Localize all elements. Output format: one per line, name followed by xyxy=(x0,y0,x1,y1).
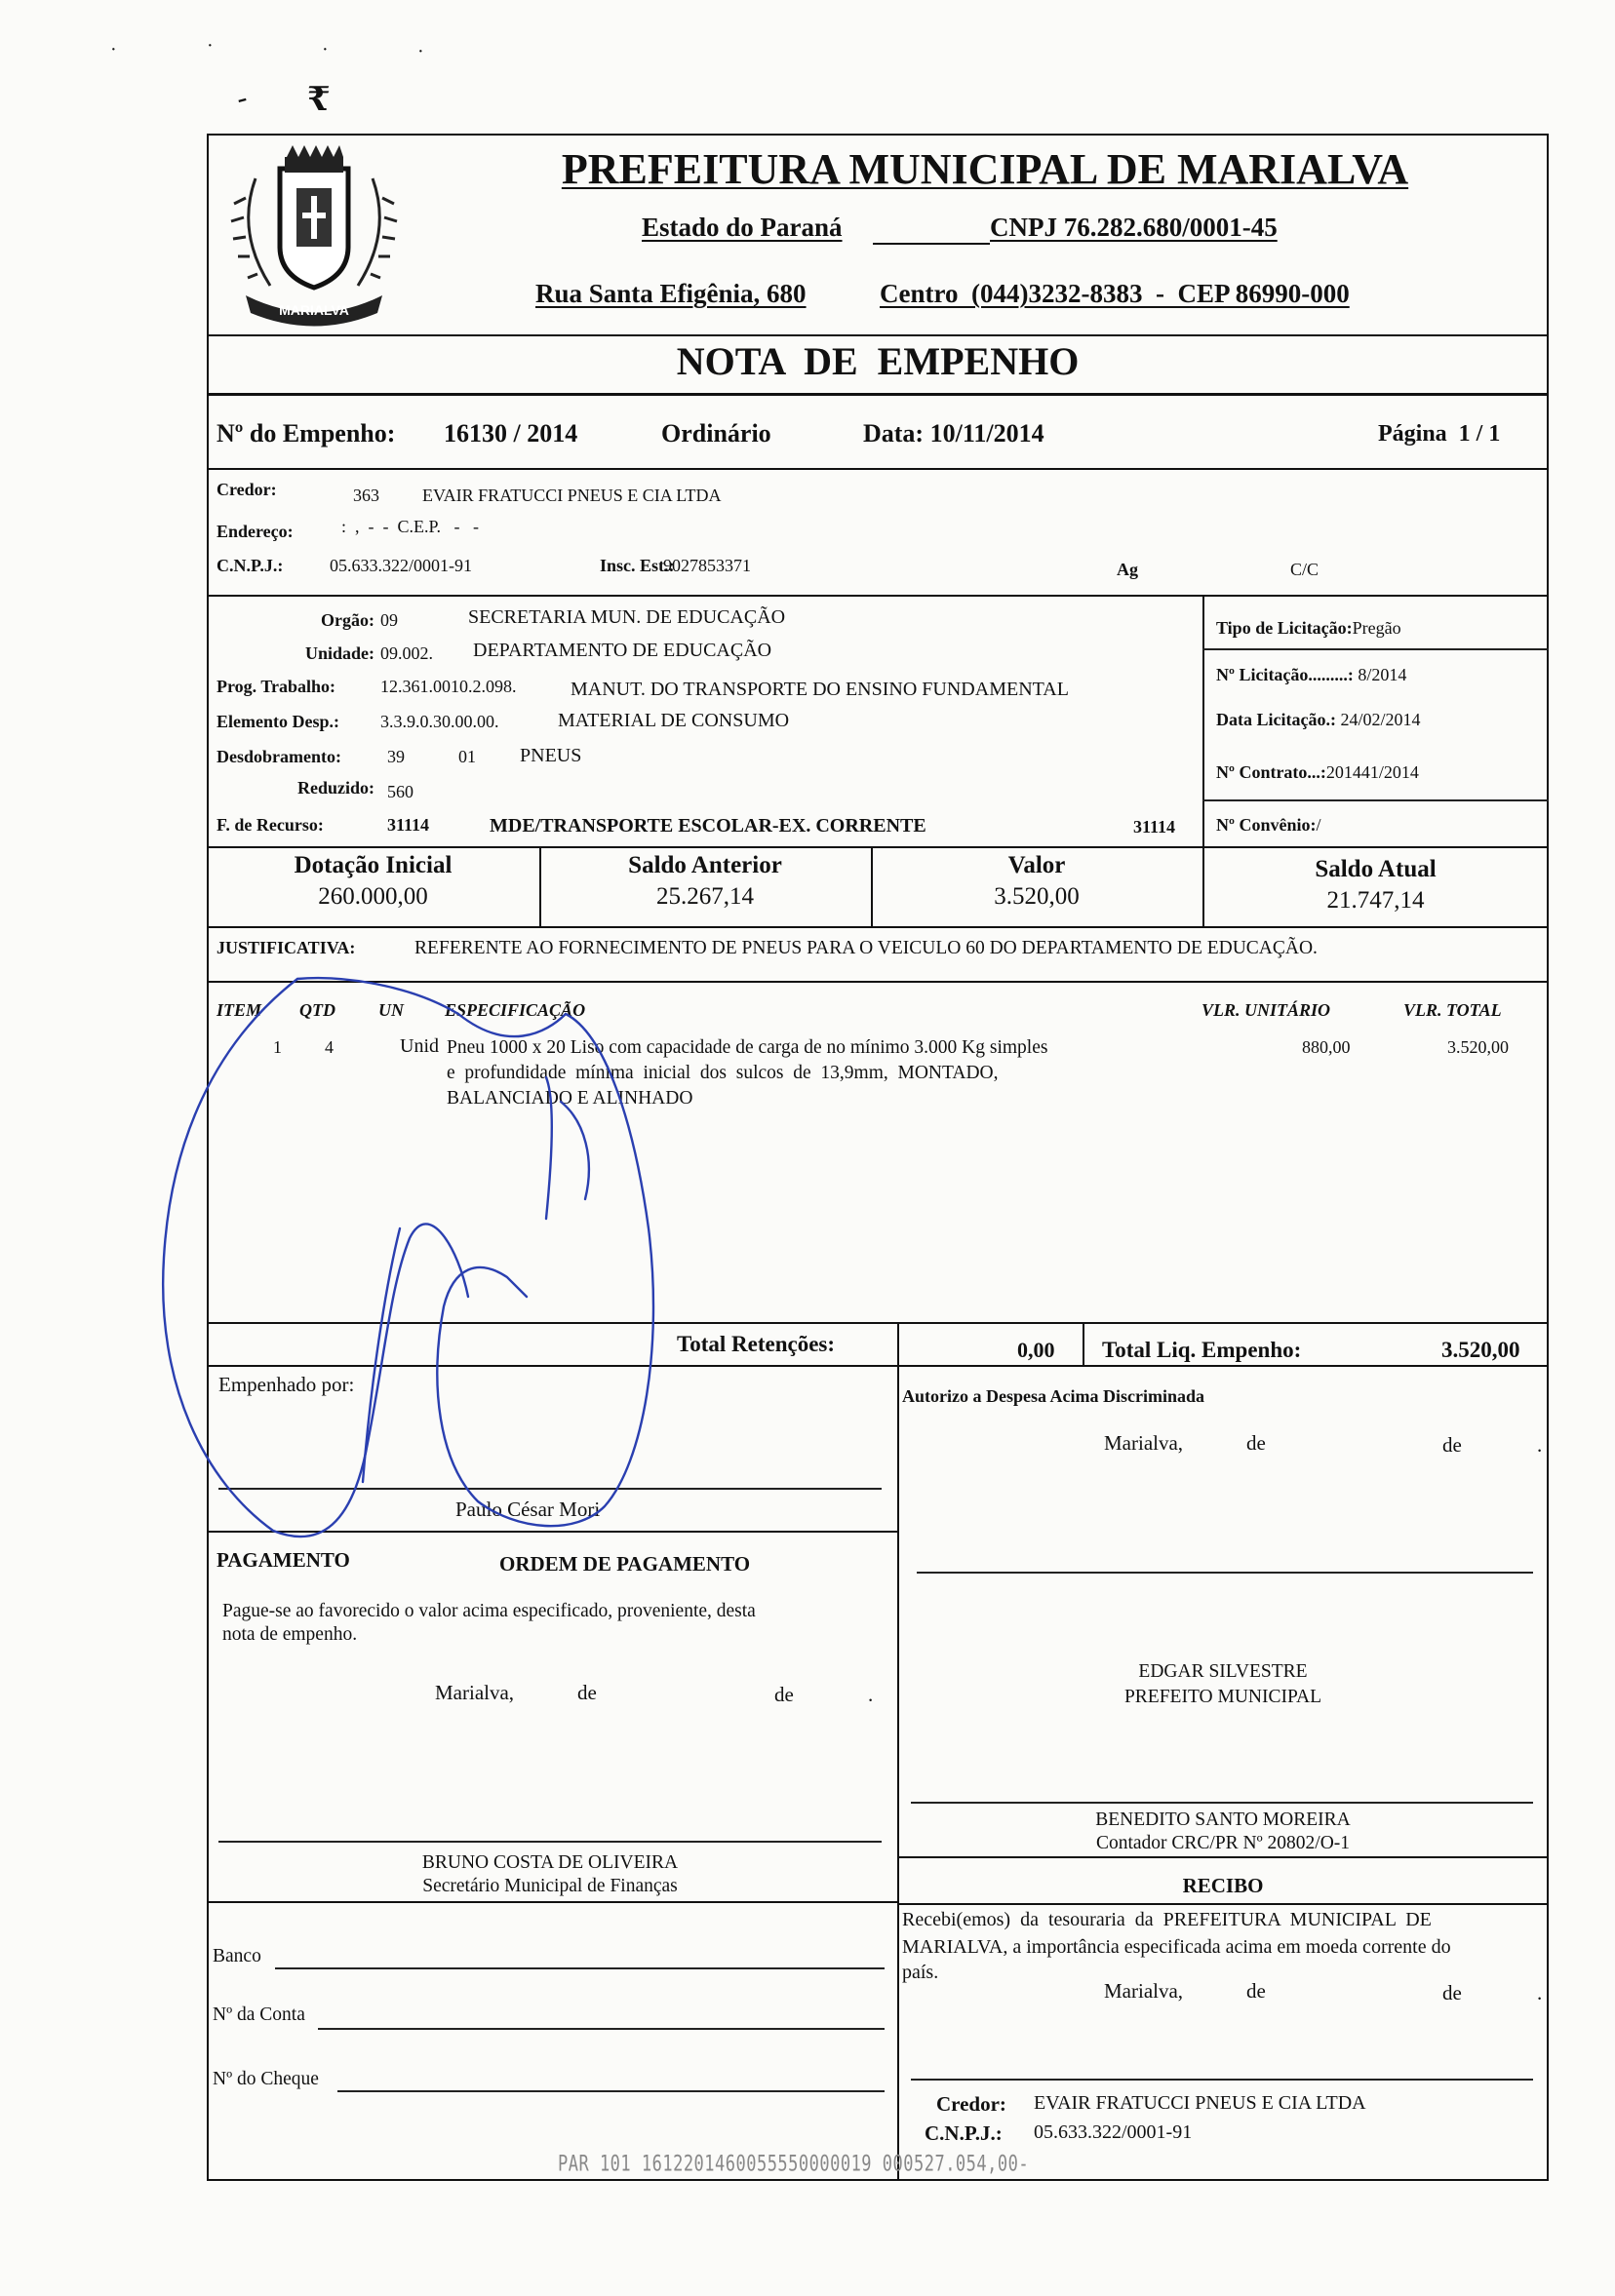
prog-code: 12.361.0010.2.098. xyxy=(380,677,517,696)
item-spec-line-1: Pneu 1000 x 20 Liso com capacidade de carga de no mínimo 3.000 Kg simples xyxy=(447,1037,1048,1058)
recibo-signature-line xyxy=(911,2079,1533,2081)
justificativa-label: JUSTIFICATIVA: xyxy=(217,938,356,957)
empenho-label: Nº do Empenho: xyxy=(217,419,396,448)
totals-divider xyxy=(207,926,1549,928)
item-spec-line-2: e profundidade mínima inicial dos sulcos de 13,9mm, MONTADO, xyxy=(447,1063,999,1083)
org-address: Rua Santa Efigênia, 680 xyxy=(535,279,807,308)
svg-text:MARIALVA: MARIALVA xyxy=(279,302,349,318)
state-underline xyxy=(873,243,990,245)
saldo-anterior-label: Saldo Anterior xyxy=(628,852,782,878)
justificativa-divider xyxy=(207,981,1549,983)
recibo-title: RECIBO xyxy=(1182,1874,1264,1897)
recibo-cnpj: 05.633.322/0001-91 xyxy=(1034,2121,1193,2143)
items-header-un: UN xyxy=(378,1000,404,1020)
convenio xyxy=(1216,815,1320,836)
total-liq-label: Total Liq. Empenho: xyxy=(1102,1338,1302,1362)
autorizo-signature-line xyxy=(917,1572,1533,1574)
recibo-line-2: MARIALVA, a importância especificada acima em moeda corrente do xyxy=(902,1936,1451,1958)
items-header-total: VLR. TOTAL xyxy=(1403,1000,1502,1020)
org-contact: Centro (044)3232-8383 - CEP 86990-000 xyxy=(880,279,1350,308)
retencoes-top xyxy=(207,1322,1549,1324)
contrato-label: Nº Contrato...: xyxy=(1216,762,1326,782)
autorizo-place: Marialva, xyxy=(1104,1431,1184,1455)
item-number: 1 xyxy=(273,1037,282,1057)
desdob-sub: 01 xyxy=(458,747,476,766)
item-unit-price: 880,00 xyxy=(1302,1037,1351,1057)
item-qtd: 4 xyxy=(325,1037,334,1057)
conta-label: Nº da Conta xyxy=(213,2004,305,2025)
recurso-code: 31114 xyxy=(387,815,430,835)
recibo-divider xyxy=(897,1903,1549,1905)
insc-label: Insc. Est.: xyxy=(600,556,675,575)
empenhado-bottom xyxy=(207,1531,897,1533)
bank-stamp: PAR 101 1612201460055550000019 000527.054,00- xyxy=(558,2152,1030,2177)
secretario-divider xyxy=(207,1901,897,1903)
elemento-name: MATERIAL DE CONSUMO xyxy=(558,710,790,731)
tipo-licitacao-label-text: Tipo de Licitação: xyxy=(1216,618,1353,638)
recurso-name: MDE/TRANSPORTE ESCOLAR-EX. CORRENTE xyxy=(490,815,926,837)
unidade-name: DEPARTAMENTO DE EDUCAÇÃO xyxy=(473,640,772,661)
prog-name: MANUT. DO TRANSPORTE DO ENSINO FUNDAMENTAL xyxy=(571,679,1069,700)
items-header-qtd: QTD xyxy=(299,1000,335,1020)
unidade-code: 09.002. xyxy=(380,643,433,663)
recibo-line-3: país. xyxy=(902,1962,939,1983)
licitacao-divider-2 xyxy=(1202,799,1549,801)
contador-role: Contador CRC/PR Nº 20802/O-1 xyxy=(1095,1833,1351,1853)
reduzido-value: 560 xyxy=(387,782,414,801)
contador-divider xyxy=(897,1856,1549,1858)
credor-code: 363 xyxy=(353,486,379,505)
data-licitacao-label: Data Licitação.: xyxy=(1216,710,1336,729)
recibo-credor: EVAIR FRATUCCI PNEUS E CIA LTDA xyxy=(1034,2092,1366,2114)
recibo-credor-label: Credor: xyxy=(936,2092,1006,2116)
recibo-place: Marialva, xyxy=(1104,1979,1184,2003)
orgao-label: Orgão: xyxy=(321,610,374,630)
insc-value: 9027853371 xyxy=(663,556,751,575)
empenho-divider xyxy=(207,468,1549,470)
credor-cnpj-label: C.N.P.J.: xyxy=(217,556,284,575)
cheque-line xyxy=(337,2090,885,2092)
item-spec-line-3: BALANCIADO E ALINHADO xyxy=(447,1088,693,1109)
empenhado-label: Empenhado por: xyxy=(218,1373,355,1396)
prefeito-role: PREFEITO MUNICIPAL xyxy=(1123,1687,1322,1707)
secretario-signature-line xyxy=(218,1841,882,1843)
desdob-code: 39 xyxy=(387,747,405,766)
recurso-label: F. de Recurso: xyxy=(217,815,324,835)
org-name: PREFEITURA MUNICIPAL DE MARIALVA xyxy=(561,145,1409,193)
endereco-label: Endereço: xyxy=(217,522,294,541)
pagamento-text-1: Pague-se ao favorecido o valor acima especificado, proveniente, desta xyxy=(222,1601,756,1621)
items-header-unit: VLR. UNITÁRIO xyxy=(1201,1000,1331,1020)
saldo-atual-label: Saldo Atual xyxy=(1315,856,1437,882)
retencoes-value: 0,00 xyxy=(1017,1338,1055,1362)
retencoes-split-1 xyxy=(897,1322,899,1531)
title-divider xyxy=(207,393,1549,396)
state-name: Estado do Paraná xyxy=(642,213,843,242)
empenhado-signer: Paulo César Mori xyxy=(455,1498,601,1521)
items-header-item: ITEM xyxy=(217,1000,262,1020)
cc-label: C/C xyxy=(1290,560,1320,579)
data-licitacao xyxy=(1216,710,1420,730)
pagamento-label: PAGAMENTO xyxy=(217,1548,350,1572)
contador-name: BENEDITO SANTO MOREIRA xyxy=(1095,1810,1351,1830)
contador-signature-line xyxy=(911,1802,1533,1804)
pagamento-de-1: de xyxy=(577,1681,597,1704)
conta-line xyxy=(318,2028,885,2030)
ordem-label: ORDEM DE PAGAMENTO xyxy=(499,1552,751,1576)
desdob-label: Desdobramento: xyxy=(217,747,341,766)
orgao-code: 09 xyxy=(380,610,398,630)
ag-label: Ag xyxy=(1117,560,1138,579)
prefeito-name: EDGAR SILVESTRE xyxy=(1138,1661,1308,1682)
retencoes-label: Total Retenções: xyxy=(677,1332,836,1356)
banco-label: Banco xyxy=(213,1946,261,1966)
banco-line xyxy=(275,1967,885,1969)
numero-licitacao-value: 8/2014 xyxy=(1358,665,1407,684)
numero-licitacao-label: Nº Licitação.........: xyxy=(1216,665,1354,684)
item-total-price: 3.520,00 xyxy=(1447,1037,1509,1057)
credor-label: Credor: xyxy=(217,480,277,499)
org-cnpj: CNPJ 76.282.680/0001-45 xyxy=(990,213,1278,242)
contrato-value: 201441/2014 xyxy=(1325,762,1419,782)
elemento-label: Elemento Desp.: xyxy=(217,712,339,731)
tipo-licitacao-label xyxy=(1216,618,1401,639)
desdob-name: PNEUS xyxy=(520,745,582,766)
pagamento-dot: . xyxy=(868,1683,874,1706)
retencoes-bottom xyxy=(207,1365,1549,1367)
orgao-name: SECRETARIA MUN. DE EDUCAÇÃO xyxy=(468,606,786,628)
recibo-cnpj-label: C.N.P.J.: xyxy=(925,2121,1003,2145)
autorizo-de-1: de xyxy=(1246,1431,1266,1455)
recurso-code-2: 31114 xyxy=(1133,817,1176,837)
autorizo-de-2: de xyxy=(1442,1433,1462,1457)
recibo-line-1: Recebi(emos) da tesouraria da PREFEITURA MUNICIPAL DE xyxy=(902,1909,1432,1930)
recibo-de-2: de xyxy=(1442,1981,1462,2004)
data-licitacao-value: 24/02/2014 xyxy=(1340,710,1421,729)
retencoes-split-2 xyxy=(1083,1324,1084,1367)
items-header-spec: ESPECIFICAÇÃO xyxy=(445,1000,586,1020)
autorizo-dot: . xyxy=(1537,1433,1543,1457)
recibo-dot: . xyxy=(1537,1981,1543,2004)
header-divider xyxy=(207,334,1549,336)
valor-label: Valor xyxy=(1007,852,1066,878)
total-liq-value: 3.520,00 xyxy=(1441,1338,1520,1362)
dotacao-value: 260.000,00 xyxy=(318,883,428,910)
secretario-name: BRUNO COSTA DE OLIVEIRA xyxy=(421,1852,679,1873)
empenho-type: Ordinário xyxy=(661,419,771,448)
item-unit: Unid xyxy=(400,1035,439,1057)
recibo-de-1: de xyxy=(1246,1979,1266,2003)
endereco-value: : , - - C.E.P. - - xyxy=(341,517,479,536)
budget-divider xyxy=(207,846,1549,848)
saldo-anterior-value: 25.267,14 xyxy=(656,883,754,910)
pagamento-de-2: de xyxy=(774,1683,794,1706)
credor-name: EVAIR FRATUCCI PNEUS E CIA LTDA xyxy=(422,486,722,505)
unidade-label: Unidade: xyxy=(304,643,374,663)
cheque-label: Nº do Cheque xyxy=(213,2069,319,2089)
municipal-seal xyxy=(217,139,412,330)
budget-split xyxy=(1202,595,1204,846)
numero-licitacao xyxy=(1216,665,1406,685)
doc-title: NOTA DE EMPENHO xyxy=(676,339,1080,383)
secretario-role: Secretário Municipal de Finanças xyxy=(422,1876,678,1896)
pagamento-place: Marialva, xyxy=(435,1681,515,1704)
elemento-code: 3.3.9.0.30.00.00. xyxy=(380,712,499,731)
justificativa-text: REFERENTE AO FORNECIMENTO DE PNEUS PARA O VEICULO 60 DO DEPARTAMENTO DE EDUCAÇÃO. xyxy=(414,938,1318,958)
dotacao-label: Dotação Inicial xyxy=(294,852,453,878)
empenho-number: 16130 / 2014 xyxy=(444,419,578,448)
licitacao-divider-1 xyxy=(1202,648,1549,650)
empenhado-signature-line xyxy=(218,1488,882,1490)
pagamento-text-2: nota de empenho. xyxy=(222,1624,358,1645)
tipo-licitacao-value: Pregão xyxy=(1352,618,1401,638)
credor-cnpj: 05.633.322/0001-91 xyxy=(330,556,472,575)
prog-label: Prog. Trabalho: xyxy=(217,677,336,696)
contrato xyxy=(1216,762,1419,783)
convenio-value: / xyxy=(1316,815,1321,835)
credor-divider xyxy=(207,595,1549,597)
saldo-atual-value: 21.747,14 xyxy=(1326,887,1425,914)
reduzido-label: Reduzido: xyxy=(296,778,374,798)
convenio-label: Nº Convênio: xyxy=(1216,815,1317,835)
valor-value: 3.520,00 xyxy=(994,883,1080,910)
autorizo-label: Autorizo a Despesa Acima Discriminada xyxy=(902,1386,1204,1406)
page-number: Página 1 / 1 xyxy=(1378,421,1501,447)
empenho-date: Data: 10/11/2014 xyxy=(863,419,1044,448)
